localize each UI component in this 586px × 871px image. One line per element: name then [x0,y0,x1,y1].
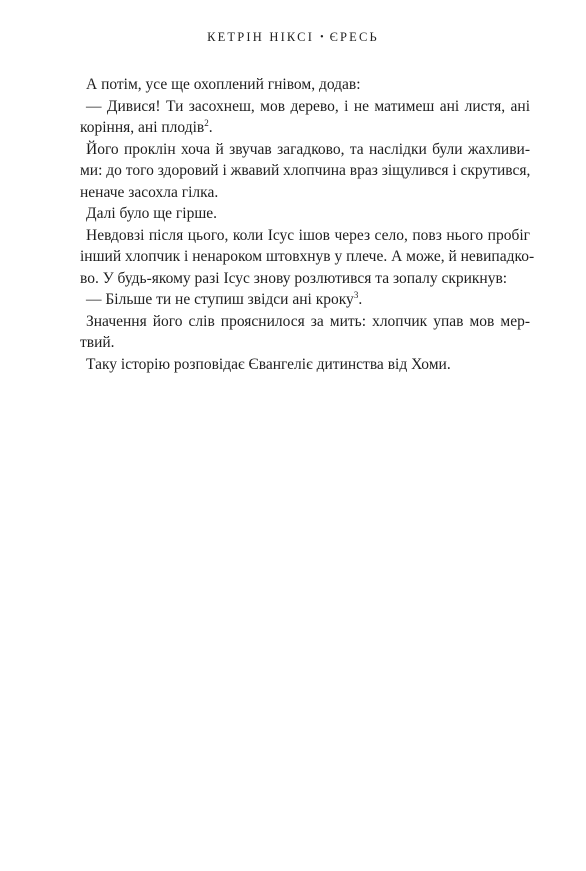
sentence-end: . [208,119,213,136]
body-text [80,74,535,375]
paragraph [80,96,530,139]
text-line: — Дивися! Ти засохнеш, мов дерево, і не матимеш ані листя, ані [86,97,530,115]
text-line: А потім, усе ще охоплений гнівом, додав: [86,76,361,93]
paragraph [80,311,530,354]
running-head-separator: • [320,32,324,43]
text-line: Значення його слів прояснилося за мить: хлопчик упав мов мер- [86,312,530,330]
text-line: ми: до того здоровий і жвавий хлопчина враз зіщулився і скрутився, [80,162,531,179]
paragraph [80,203,530,225]
text-line: Далі було ще гірше. [86,205,218,222]
text-line: твий. [80,334,115,351]
paragraph [80,354,530,376]
paragraph [80,289,530,311]
running-head-author: КЕТРІН НІКСІ [207,30,315,44]
footnote-marker: 3 [353,290,359,300]
text-line: Таку історію розповідає Євангеліє дитинства від Хоми. [86,355,451,373]
sentence-end: . [358,291,363,308]
running-head-title: ЄРЕСЬ [329,30,379,44]
text-line-content: — Більше ти не ступиш звідси ані кроку [86,291,354,308]
text-line [80,289,530,311]
footnote-marker: 2 [204,118,209,128]
paragraph [80,74,530,96]
paragraph [80,225,535,290]
text-line: неначе засохла гілка. [80,183,219,201]
text-line: інший хлопчик і ненароком штовхнув у плече. А може, й невипадко- [80,248,535,265]
text-line-content: коріння, ані плодів [80,119,205,136]
running-head [0,29,586,46]
text-line: Невдовзі після цього, коли Ісус ішов через село, повз нього пробіг [86,226,530,244]
text-line: Його проклін хоча й звучав загадково, та наслідки були жахливи- [86,140,530,158]
text-line: во. У будь-якому разі Ісус знову розлютився та зопалу скрикнув: [80,269,508,287]
text-line [80,117,530,139]
paragraph [80,139,530,204]
